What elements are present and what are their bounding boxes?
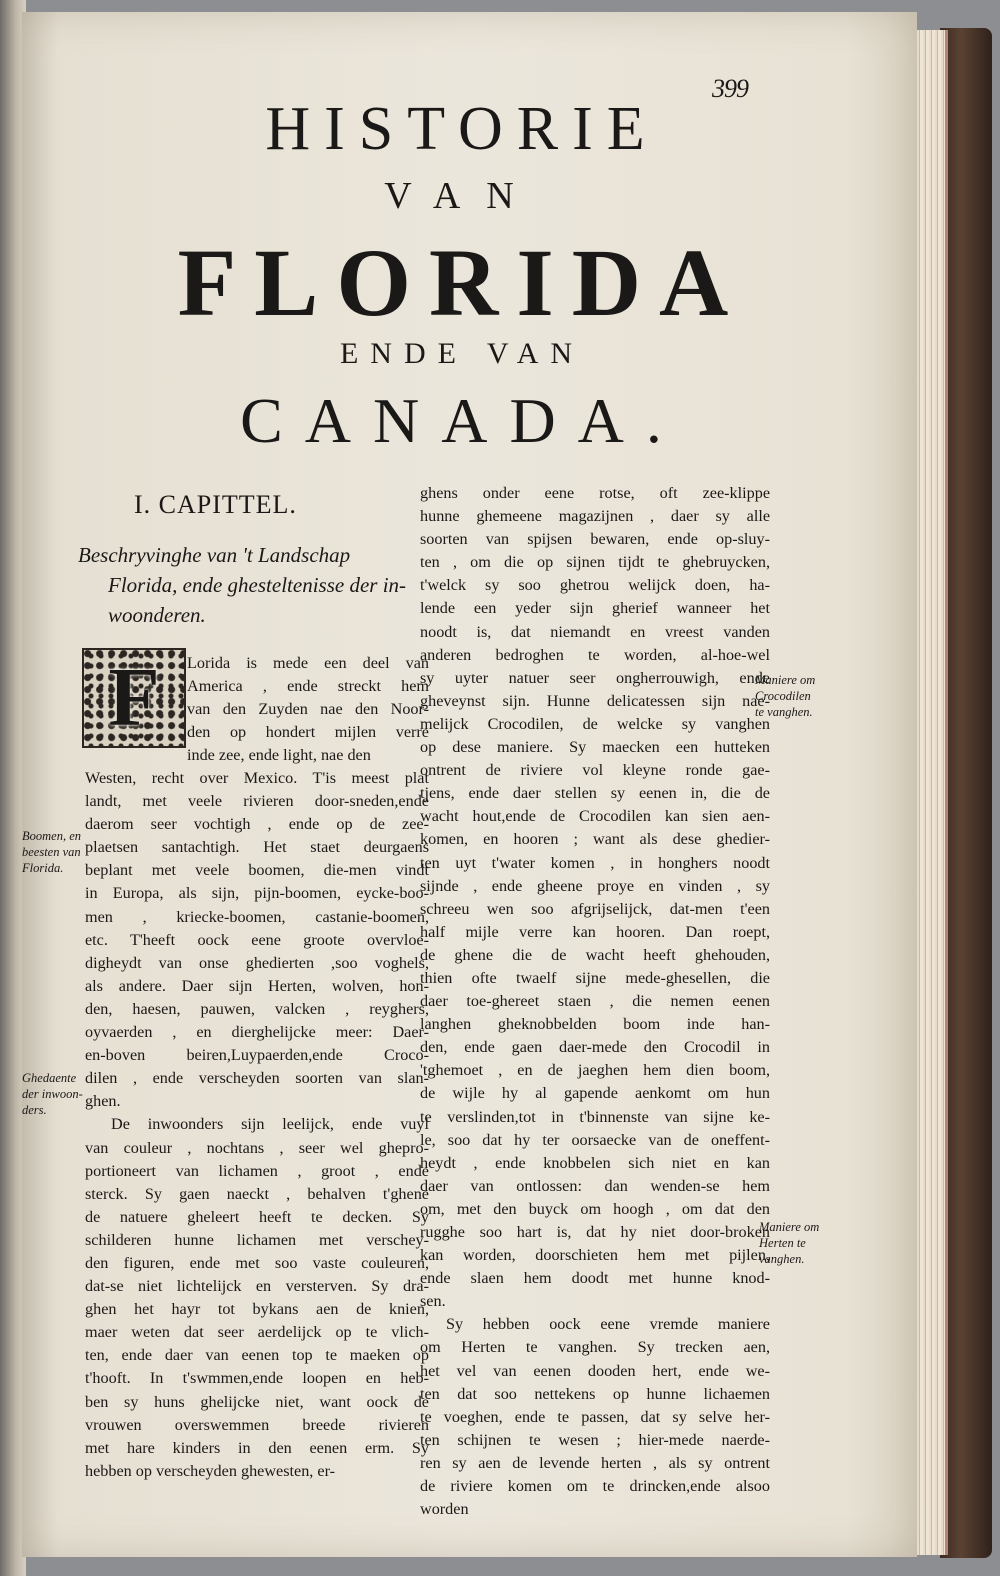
text-line: De inwoonders sijn leelijck, ende vuyl: [111, 1115, 429, 1134]
text-line: schilderen hunne lichamen met verschey-: [85, 1230, 429, 1249]
text-line: ten uyt t'water komen , in honghers noodt: [420, 853, 770, 872]
text-line: gheveynst sijn. Hunne delicatessen sijn nae-: [420, 691, 770, 710]
text-line: om, met den buyck om hoogh , om dat den: [420, 1199, 770, 1218]
text-line: vrouwen overswemmen breede rivieren: [85, 1415, 429, 1434]
text-line: digheydt van onse ghedierten ,soo voghels,: [85, 953, 429, 972]
text-line: sijnde , ende gheene proye en vinden , sy: [420, 876, 770, 895]
text-line: dat-se niet lichtelijck en versterven. Sy dra-: [85, 1277, 429, 1296]
text-line: etc. T'heeft oock eene groote overvloe-: [85, 930, 429, 949]
text-line: le, soo dat hy ter oorsaecke van de oneffent-: [420, 1130, 770, 1149]
text-line: den, haesen, pauwen, valcken , reyghers,: [85, 999, 429, 1018]
text-line: worden: [420, 1500, 469, 1519]
book-page: [22, 12, 917, 1557]
text-line: Lorida is mede een deel van: [187, 654, 429, 672]
text-line: heydt , ende knobbelen sich niet en kan: [420, 1153, 770, 1172]
text-line: in Europa, als sijn, pijn-boomen, eycke-boo-: [85, 884, 429, 903]
text-line: en-boven beiren,Luypaerden,ende Croco-: [85, 1046, 429, 1065]
subtitle-line: woonderen.: [108, 603, 206, 627]
margin-note-line: ders.: [22, 1103, 47, 1117]
text-line: America , ende streckt hem: [187, 677, 429, 696]
margin-note-line: der inwoon-: [22, 1087, 83, 1101]
text-line: sen.: [420, 1292, 446, 1311]
title-ende-van: ENDE VAN: [339, 337, 585, 370]
margin-note-inhabitants: [22, 1070, 84, 1118]
text-line: langhen gheknobbelden boom inde han-: [420, 1015, 770, 1034]
margin-note-line: Herten te: [759, 1236, 806, 1250]
margin-note-deer: [759, 1219, 839, 1267]
text-line: ten dat soo nettekens op hunne lichaemen: [420, 1384, 770, 1403]
text-line: de riviere komen om te drincken,ende alsoo: [420, 1477, 770, 1496]
text-line: lende een yeder sijn gherief wanneer het: [420, 599, 770, 618]
text-line: tjens, ende daer stellen sy eenen in, die de: [420, 784, 770, 803]
chapter-subtitle: [78, 540, 418, 630]
drop-cap-letter: F: [108, 651, 160, 744]
text-line: de wijle hy al gapende aenkomt om hun: [420, 1084, 770, 1103]
text-line: ten, ende daer van eenen top te maeken op: [85, 1346, 429, 1365]
text-line: Sy hebben oock eene vremde maniere: [446, 1315, 770, 1334]
title-florida: FLORIDA: [177, 229, 747, 336]
text-line: ren sy aen de levende herten , als sy ontrent: [420, 1453, 770, 1472]
text-line: half mijle verre kan hooren. Dan roept,: [420, 922, 770, 941]
subtitle-line: Beschryvinghe van 't Landschap: [78, 543, 351, 567]
text-line: komen, en hooren ; want als dese ghedier-: [420, 830, 770, 849]
text-line: ten , om die op sijnen tijdt te ghebruycken,: [420, 553, 770, 572]
text-line: de natuere gheleert heeft te decken. Sy: [85, 1207, 429, 1226]
chapter-heading: I. CAPITTEL.: [134, 490, 297, 519]
text-line: t'welck sy soo ghetrou welijck doen, ha-: [420, 576, 770, 595]
page-number: 399: [712, 74, 748, 103]
text-line: dilen , ende verscheyden soorten van slan-: [85, 1069, 429, 1088]
text-line: Westen, recht over Mexico. T'is meest plat: [85, 769, 429, 787]
text-line: 'tghemoet , en de jaeghen hem dien boom,: [420, 1061, 770, 1080]
text-line: kan worden, doorschieten hem met pijlen,: [420, 1246, 770, 1265]
text-line: ghens onder eene rotse, oft zee-klippe: [420, 484, 770, 502]
subtitle-line: Florida, ende ghesteltenisse der in-: [108, 573, 407, 597]
margin-note-line: Ghedaente: [22, 1071, 77, 1085]
text-line: t'hooft. In t'swmmen,ende loopen en heb-: [85, 1369, 429, 1388]
text-line: portioneert van lichamen , groot , ende: [85, 1161, 429, 1180]
text-line: te verslinden,tot in t'binnenste van sijne ke-: [420, 1107, 770, 1126]
margin-note-line: Maniere om: [755, 673, 816, 687]
text-line: ten schijnen te wesen ; hier-mede naerde-: [420, 1430, 770, 1449]
text-line: met hare kinders in den eenen erm. Sy: [85, 1438, 429, 1457]
title-canada: CANADA.: [240, 385, 684, 456]
text-line: melijck Crocodilen, de welcke sy vanghen: [420, 714, 770, 733]
text-line: ontrent de riviere vol kleyne ronde gae-: [420, 761, 770, 780]
margin-note-line: Maniere om: [759, 1220, 820, 1234]
text-line: schreeu wen soo afgrijselijck, dat-men t'een: [420, 899, 770, 918]
text-line: den figuren, ende met soo vaste couleuren,: [85, 1253, 429, 1272]
margin-note-line: Crocodilen: [755, 689, 811, 703]
text-line: den op hondert mijlen verre: [187, 723, 429, 742]
text-line: hunne ghemeene magazijnen , daer sy alle: [420, 507, 770, 526]
margin-note-line: Florida.: [22, 861, 64, 875]
text-line: soorten van spijsen bewaren, ende op-sluy-: [420, 530, 770, 549]
text-line: oyvaerden , en dierghelijcke meer: Daer-: [85, 1023, 429, 1042]
text-line: het vel van eenen dooden hert, ende we-: [420, 1361, 770, 1380]
text-line: hebben op verscheyden ghewesten, er-: [85, 1461, 336, 1480]
decorated-initial: [82, 648, 186, 748]
text-line: plaetsen santachtigh. Het staet deurgaens: [85, 838, 429, 857]
text-line: inde zee, ende light, nae den: [187, 746, 371, 765]
text-line: sy uyter natuer seer ongherrouwigh, ende: [420, 668, 770, 687]
left-column-body: [85, 767, 429, 1483]
text-line: daerom seer vochtigh , ende op de zee-: [85, 815, 429, 834]
text-line: ghen.: [85, 1092, 121, 1111]
title-van: VAN: [384, 175, 540, 217]
right-column-body: [420, 482, 770, 1521]
text-line: ben sy huns ghelijcke niet, want oock de: [85, 1392, 429, 1411]
text-line: maer weten dat seer aerdelijck op te vlich-: [85, 1323, 429, 1342]
text-line: rugghe soo hart is, dat hy niet door-broken: [420, 1223, 770, 1241]
text-line: te voeghen, ende te passen, dat sy selve her-: [420, 1407, 770, 1426]
text-line: wacht hout,ende de Crocodilen kan sien aen-: [420, 807, 770, 826]
margin-note-line: vanghen.: [759, 1252, 805, 1266]
margin-note-crocodiles: [755, 672, 835, 720]
text-line: men , kriecke-boomen, castanie-boomen,: [85, 907, 429, 926]
text-line: ghen het hayr tot bykans aen de knien,: [85, 1300, 429, 1319]
text-line: noodt is, dat niemandt en vreest vanden: [420, 622, 770, 641]
title-historie: HISTORIE: [265, 95, 659, 163]
text-line: daer van ontlossen: dan wenden-se hem: [420, 1176, 770, 1195]
text-line: den, ende gaen daer-mede den Crocodil in: [420, 1038, 770, 1057]
text-line: landt, met veele rivieren door-sneden,ende: [85, 792, 429, 811]
left-column-opening: [187, 652, 429, 767]
text-line: de ghene die de wacht heeft ghehouden,: [420, 945, 770, 964]
text-line: ende slaen hem doodt met hunne knod-: [420, 1269, 770, 1288]
text-line: van couleur , nochtans , seer wel ghepro-: [85, 1138, 429, 1157]
margin-note-line: te vanghen.: [755, 705, 813, 719]
text-line: als andere. Daer sijn Herten, wolven, hon-: [85, 976, 429, 995]
text-line: thien ofte twaelf sijne mede-ghesellen, die: [420, 968, 770, 987]
text-line: daer toe-ghereet staen , die nemen eenen: [420, 992, 770, 1011]
text-line: op dese maniere. Sy maecken een hutteken: [420, 738, 770, 757]
margin-note-line: Boomen, en: [22, 829, 82, 843]
margin-note-trees-animals: [22, 828, 84, 876]
margin-note-line: beesten van: [22, 845, 81, 859]
text-line: beplant met veele boomen, die-men vindt: [85, 861, 429, 880]
text-line: anderen bedroghen te worden, al-hoe-wel: [420, 645, 770, 664]
text-line: sterck. Sy gaen naeckt , behalven t'ghene: [85, 1184, 429, 1203]
text-line: van den Zuyden nae den Noor-: [187, 700, 429, 719]
text-line: om Herten te vanghen. Sy trecken aen,: [420, 1338, 770, 1357]
